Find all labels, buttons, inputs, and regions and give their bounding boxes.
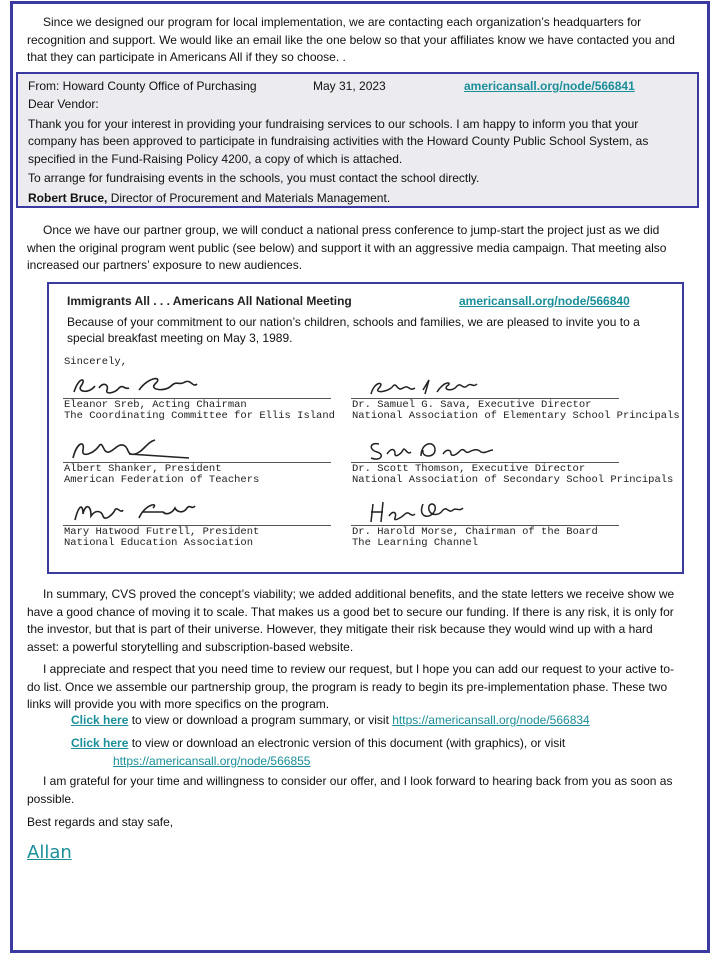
summary-paragraph: In summary, CVS proved the concept’s viability; we added additional benefits, and the state letters we receive show we have a good chance of moving it to scale. That makes us a good bet to secure our funding. If there is any risk, it is only for the investor, but that is part of their universe. However, they mitigate their risk because they would wind up with a hard asset: a powerful storytelling and subscription-based website. (27, 587, 675, 654)
signatory-org: National Association of Elementary School Principals (352, 410, 680, 422)
program-summary-line (71, 712, 681, 730)
gratitude-paragraph: I am grateful for your time and willingness to consider our offer, and I look forward to hearing back from you as soon as possible. (27, 774, 673, 806)
electronic-url-link[interactable]: https://americansall.org/node/566855 (113, 753, 311, 768)
signatory-name: Eleanor Sreb, Acting Chairman (64, 399, 247, 411)
signatory-name: Dr. Harold Morse, Chairman of the Board (352, 526, 598, 538)
electronic-link-text: to view or download an electronic version of this document (with graphics), or visit (128, 736, 566, 750)
email-body-1: Thank you for your interest in providing your fundraising services to our schools. I am happy to inform you that your company has been approved to participate in fundraising activities with the Howard County Public School System, as specified in the Fund-Raising Policy 4200, a copy of which is attached. (28, 116, 649, 166)
signatory-org: National Education Association (64, 537, 254, 549)
signature-sava (367, 374, 487, 400)
click-here-electronic-link[interactable]: Click here (71, 736, 129, 750)
signatory-org: American Federation of Teachers (64, 474, 260, 486)
signoff-name: Allan (27, 842, 72, 863)
email-from: From: Howard County Office of Purchasing (28, 79, 257, 93)
email-box (16, 72, 699, 208)
request-paragraph: I appreciate and respect that you need time to review our request, but I hope you can add our request to your active to-do list. Once we assemble our partnership group, the program is ready to begin its pre-implementation phase. These two links will provide you with more specifics on the program. (27, 662, 675, 711)
signatory-name: Mary Hatwood Futrell, President (64, 526, 260, 538)
signature-sreb (69, 372, 209, 400)
email-salutation: Dear Vendor: (28, 97, 99, 111)
signatory-name: Albert Shanker, President (64, 463, 222, 475)
signature-morse (365, 498, 475, 524)
email-signature (28, 190, 687, 208)
email-body-2: To arrange for fundraising events in the schools, you must contact the school directly. (28, 171, 480, 185)
signatory-name: Dr. Samuel G. Sava, Executive Director (352, 399, 592, 411)
signatory-name: Dr. Scott Thomson, Executive Director (352, 463, 586, 475)
email-signer-name: Robert Bruce, (28, 190, 108, 205)
signatory-org: The Learning Channel (352, 537, 479, 549)
email-link[interactable]: americansall.org/node/566841 (464, 79, 635, 93)
regards-line: Best regards and stay safe, (27, 815, 174, 829)
invitation-letter (47, 282, 684, 574)
signature-thomson (365, 436, 515, 464)
email-date: May 31, 2023 (313, 79, 386, 93)
signature-futrell (69, 498, 209, 526)
letter-link[interactable]: americansall.org/node/566840 (459, 294, 630, 308)
signatory-org: The Coordinating Committee for Ellis Island (64, 410, 335, 422)
click-here-summary-link[interactable]: Click here (71, 713, 129, 727)
document-page (10, 1, 710, 953)
email-signer-title: Director of Procurement and Materials Management. (107, 190, 391, 205)
electronic-version-line (71, 735, 671, 770)
letter-heading: Immigrants All . . . Americans All National Meeting (67, 294, 352, 308)
summary-url-link[interactable]: https://americansall.org/node/566834 (392, 713, 590, 727)
summary-link-text: to view or download a program summary, or visit (128, 713, 393, 727)
intro-paragraph: Since we designed our program for local implementation, we are contacting each organization’s headquarters for recognition and support. We would like an email like the one below so that your affiliates know we have contacted you and that they can participate in Americans All if they so choose. . (27, 15, 675, 64)
press-conference-paragraph: Once we have our partner group, we will conduct a national press conference to jump-start the project just as we did when the original program went public (see below) and support it with an aggressive media campaign. That meeting also increased our partners’ exposure to new audiences. (27, 223, 667, 272)
letter-body: Because of your commitment to our nation’s children, schools and families, we are pleased to invite you to a special breakfast meeting on May 3, 1989. (67, 315, 640, 345)
letter-closing: Sincerely, (64, 356, 128, 368)
signatory-org: National Association of Secondary School Principals (352, 474, 674, 486)
signature-shanker (69, 436, 209, 464)
